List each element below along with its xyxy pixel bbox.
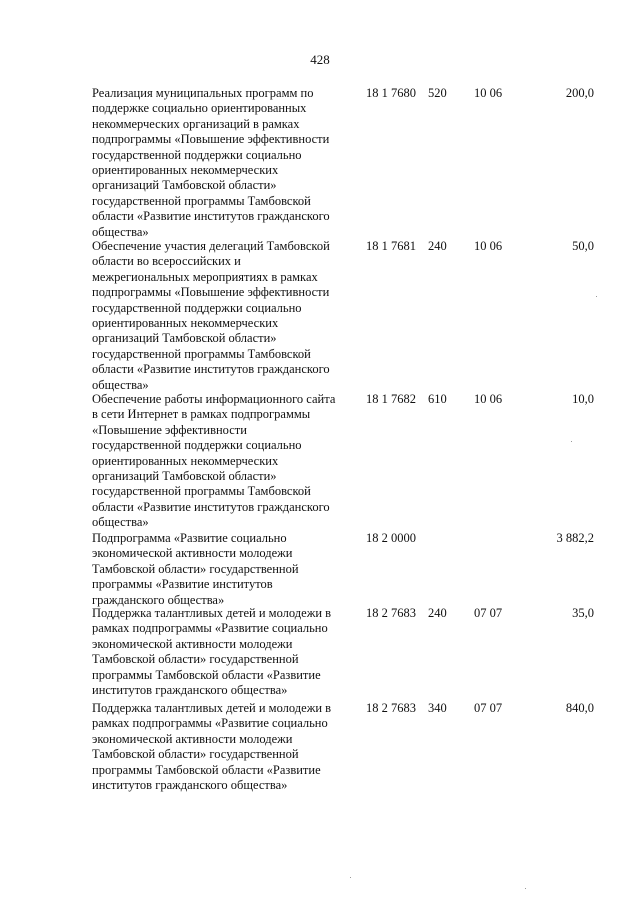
- description-line: «Повышение эффективности: [92, 422, 247, 437]
- description-line: области во всероссийских и: [92, 254, 241, 269]
- target-article-code: 18 2 7683: [366, 606, 416, 620]
- amount-value: 35,0: [572, 606, 594, 620]
- description-line: в сети Интернет в рамках подпрограммы: [92, 407, 311, 422]
- description-line: некоммерческих организаций в рамках: [92, 116, 300, 131]
- expense-type-code: 610: [428, 392, 447, 406]
- description-line: рамках подпрограммы «Развитие социально: [92, 716, 328, 731]
- description-line: ориентированных некоммерческих: [92, 316, 279, 331]
- description-line: общества»: [92, 224, 149, 239]
- target-article-code: 18 2 0000: [366, 531, 416, 545]
- expense-type-code: 240: [428, 606, 447, 620]
- description-line: общества»: [92, 515, 149, 530]
- target-article-code: 18 2 7683: [366, 701, 416, 715]
- row-description: [92, 701, 356, 793]
- target-article-code: 18 1 7680: [366, 86, 416, 100]
- description-line: экономической активности молодежи: [92, 636, 293, 651]
- description-line: поддержке социально ориентированных: [92, 101, 307, 116]
- row-description: [92, 606, 356, 698]
- row-description: [92, 392, 356, 531]
- description-line: межрегиональных мероприятиях в рамках: [92, 269, 318, 284]
- description-line: Тамбовской области» государственной: [92, 561, 299, 576]
- description-line: области «Развитие институтов гражданского: [92, 209, 330, 224]
- description-line: ориентированных некоммерческих: [92, 453, 279, 468]
- description-line: Обеспечение участия делегаций Тамбовской: [92, 239, 330, 253]
- description-line: Поддержка талантливых детей и молодежи в: [92, 701, 332, 715]
- description-line: Обеспечение работы информационного сайта: [92, 392, 336, 406]
- amount-value: 3 882,2: [556, 531, 594, 545]
- expense-type-code: 520: [428, 86, 447, 100]
- section-subsection-code: 10 06: [474, 392, 503, 406]
- description-line: гражданского общества»: [92, 592, 225, 607]
- section-subsection-code: 07 07: [474, 606, 503, 620]
- description-line: программы Тамбовской области «Развитие: [92, 667, 321, 682]
- description-line: Поддержка талантливых детей и молодежи в: [92, 606, 332, 620]
- description-line: экономической активности молодежи: [92, 731, 293, 746]
- amount-value: 840,0: [565, 701, 594, 715]
- description-line: организаций Тамбовской области»: [92, 331, 277, 346]
- description-line: институтов гражданского общества»: [92, 683, 288, 698]
- row-description: [92, 86, 356, 240]
- description-line: организаций Тамбовской области»: [92, 178, 277, 193]
- description-line: Реализация муниципальных программ по: [92, 86, 314, 100]
- expense-type-code: 240: [428, 239, 447, 253]
- description-line: Тамбовской области» государственной: [92, 747, 299, 762]
- description-line: организаций Тамбовской области»: [92, 469, 277, 484]
- description-line: государственной поддержки социально: [92, 438, 302, 453]
- expense-type-code: 340: [428, 701, 447, 715]
- amount-value: 50,0: [572, 239, 594, 253]
- target-article-code: 18 1 7681: [366, 239, 416, 253]
- scan-speck: [350, 877, 351, 878]
- target-article-code: 18 1 7682: [366, 392, 416, 406]
- description-line: государственной поддержки социально: [92, 147, 302, 162]
- amount-value: 200,0: [565, 86, 594, 100]
- description-line: программы «Развитие институтов: [92, 577, 273, 592]
- description-line: рамках подпрограммы «Развитие социально: [92, 621, 328, 636]
- description-line: Тамбовской области» государственной: [92, 652, 299, 667]
- description-line: институтов гражданского общества»: [92, 778, 288, 793]
- description-line: экономической активности молодежи: [92, 546, 293, 561]
- description-line: области «Развитие институтов гражданского: [92, 499, 330, 514]
- scan-speck: [596, 296, 597, 297]
- description-line: области «Развитие институтов гражданского: [92, 362, 330, 377]
- scan-speck: [571, 441, 572, 442]
- page-number: 428: [310, 52, 330, 67]
- description-line: Подпрограмма «Развитие социально: [92, 531, 287, 545]
- description-line: государственной программы Тамбовской: [92, 193, 311, 208]
- row-description: [92, 239, 356, 393]
- description-line: подпрограммы «Повышение эффективности: [92, 285, 330, 300]
- description-line: общества»: [92, 377, 149, 392]
- description-line: государственной программы Тамбовской: [92, 346, 311, 361]
- description-line: программы Тамбовской области «Развитие: [92, 762, 321, 777]
- scan-speck: [525, 888, 526, 889]
- section-subsection-code: 10 06: [474, 239, 503, 253]
- description-line: ориентированных некоммерческих: [92, 163, 279, 178]
- row-description: [92, 531, 356, 608]
- description-line: подпрограммы «Повышение эффективности: [92, 132, 330, 147]
- amount-value: 10,0: [572, 392, 594, 406]
- section-subsection-code: 10 06: [474, 86, 503, 100]
- section-subsection-code: 07 07: [474, 701, 503, 715]
- description-line: государственной программы Тамбовской: [92, 484, 311, 499]
- description-line: государственной поддержки социально: [92, 300, 302, 315]
